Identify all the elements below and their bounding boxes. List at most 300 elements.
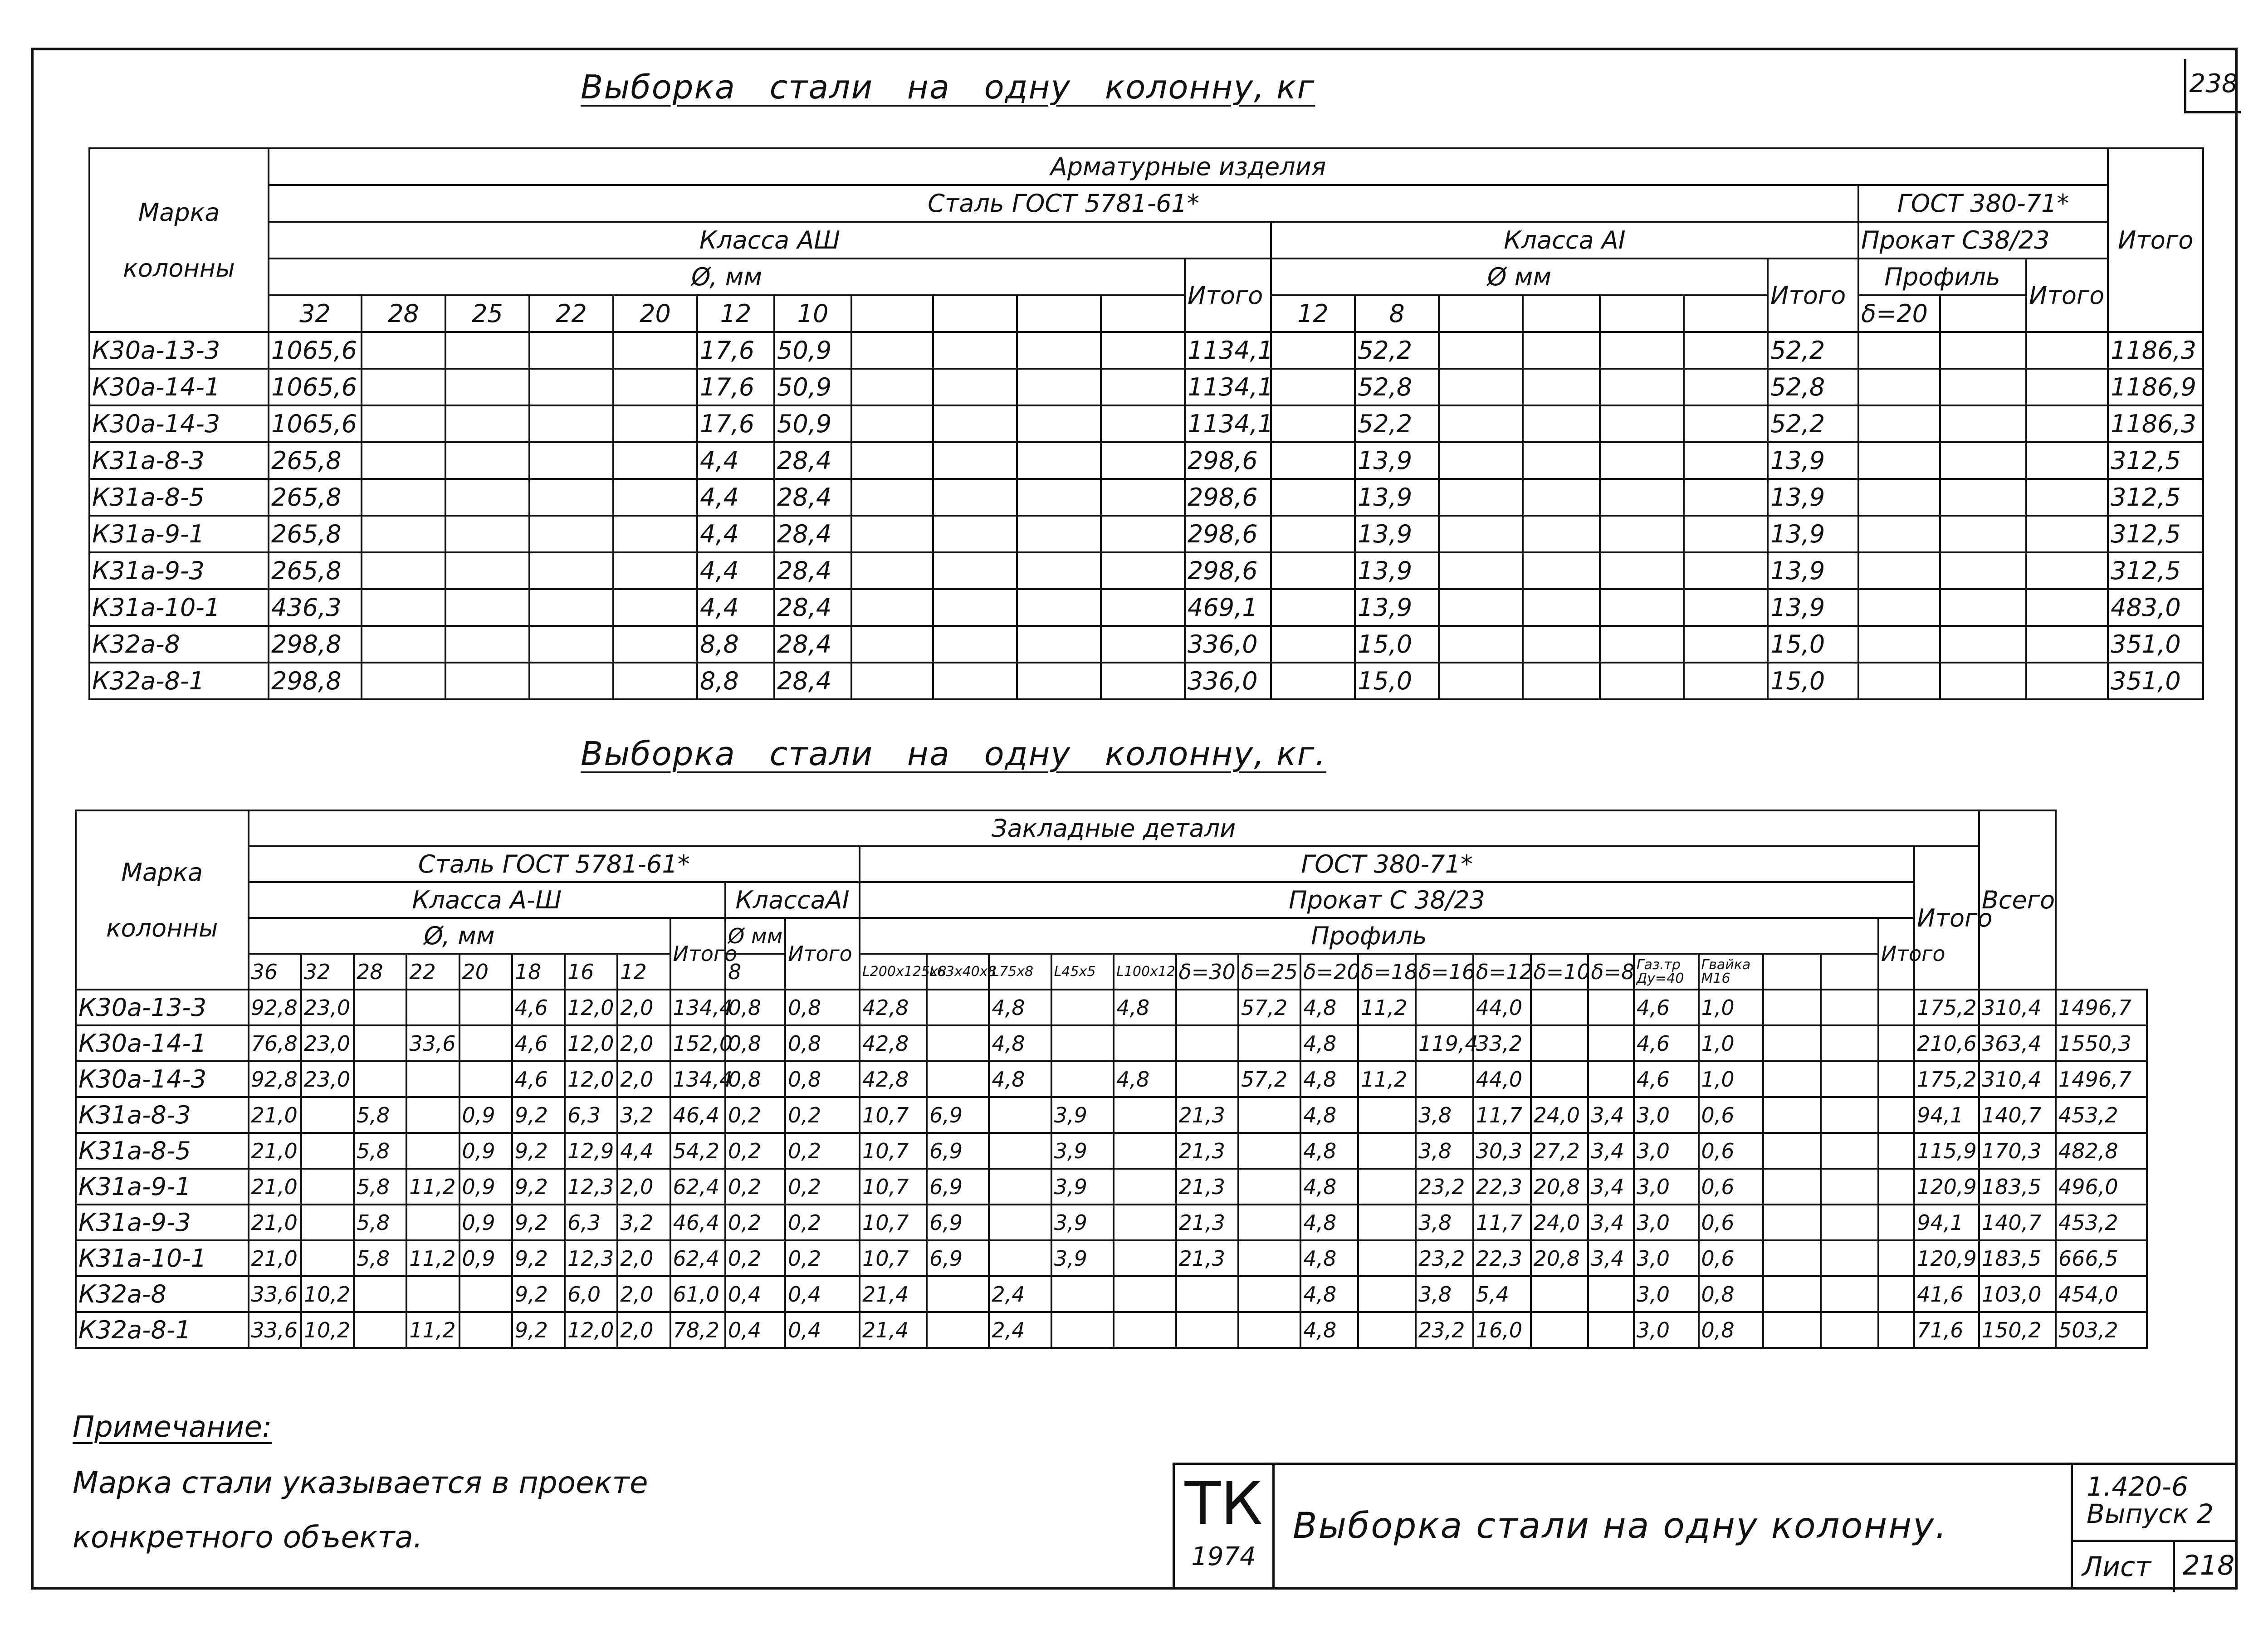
table-cell xyxy=(1114,1276,1176,1312)
table-cell: 5,8 xyxy=(354,1240,406,1276)
table-cell xyxy=(406,1205,459,1240)
table-cell: 6,3 xyxy=(565,1097,617,1133)
table-cell: 1550,3 xyxy=(2056,1025,2147,1061)
table-cell xyxy=(1439,332,1523,369)
table-cell: 298,6 xyxy=(1185,516,1271,552)
table-cell xyxy=(1238,1276,1300,1312)
table-cell: 4,6 xyxy=(512,1061,565,1097)
table-cell: 42,8 xyxy=(860,1025,927,1061)
table-cell: 24,0 xyxy=(1531,1097,1589,1133)
table-cell: 44,0 xyxy=(1473,1061,1531,1097)
table-cell: 28,4 xyxy=(774,589,851,626)
profile-header: δ=16 xyxy=(1416,954,1473,990)
table-cell: 8,8 xyxy=(697,626,774,663)
table-cell xyxy=(362,589,445,626)
table-cell: 11,7 xyxy=(1473,1097,1531,1133)
table-cell xyxy=(406,1133,459,1169)
table-row xyxy=(89,626,2203,663)
table-cell: 4,6 xyxy=(512,990,565,1025)
note-text: Марка стали указывается в проекте конкретного объекта. xyxy=(73,1465,648,1555)
table-cell: 1186,3 xyxy=(2108,405,2203,442)
table-cell xyxy=(1101,405,1185,442)
table-cell: 3,0 xyxy=(1634,1169,1699,1205)
table-cell: 12,3 xyxy=(565,1240,617,1276)
table-cell: 2,0 xyxy=(617,1061,670,1097)
table-cell xyxy=(1531,1025,1589,1061)
table-cell: 310,4 xyxy=(1979,1061,2056,1097)
table-cell xyxy=(1878,1312,1914,1348)
header-gost380: ГОСТ 380-71* xyxy=(1858,185,2108,222)
table-cell xyxy=(301,1240,354,1276)
table-cell: 0,8 xyxy=(1699,1312,1764,1348)
table-cell: 2,0 xyxy=(617,990,670,1025)
table-cell: 9,2 xyxy=(512,1169,565,1205)
table-cell xyxy=(613,516,697,552)
table-cell: 12,0 xyxy=(565,1061,617,1097)
table-cell: 0,4 xyxy=(785,1276,860,1312)
table-cell: 13,9 xyxy=(1355,479,1439,516)
profile-header: L200x125x8 xyxy=(860,954,927,990)
table-cell: 2,0 xyxy=(617,1276,670,1312)
table-cell xyxy=(1017,442,1101,479)
table-cell: 10,7 xyxy=(860,1169,927,1205)
table-cell: 1065,6 xyxy=(269,405,362,442)
column-mark-cell: К31а-9-1 xyxy=(89,516,269,552)
table-cell: 17,6 xyxy=(697,405,774,442)
table-cell: 9,2 xyxy=(512,1240,565,1276)
table-cell: 265,8 xyxy=(269,479,362,516)
header-grand-total: Всего xyxy=(1979,810,2056,990)
table-cell: 0,2 xyxy=(785,1205,860,1240)
table-cell: 1134,1 xyxy=(1185,405,1271,442)
table-cell: 44,0 xyxy=(1473,990,1531,1025)
header-steel-gost5781: Сталь ГОСТ 5781-61* xyxy=(249,846,860,882)
table-cell: 2,0 xyxy=(617,1240,670,1276)
table-cell: 41,6 xyxy=(1914,1276,1979,1312)
table-cell xyxy=(362,552,445,589)
table-row xyxy=(89,442,2203,479)
table-cell: 4,8 xyxy=(1300,1025,1358,1061)
table-cell xyxy=(445,589,529,626)
table-cell xyxy=(1531,1312,1589,1348)
header-subtotal-a3: Итого xyxy=(1185,259,1271,332)
profile-header: L100x12 xyxy=(1114,954,1176,990)
table-cell: 21,4 xyxy=(860,1276,927,1312)
table-cell xyxy=(459,1061,512,1097)
table-cell: 11,2 xyxy=(406,1169,459,1205)
table-cell: 13,9 xyxy=(1355,442,1439,479)
table-cell xyxy=(1238,1133,1300,1169)
table-cell: 8,8 xyxy=(697,663,774,699)
table-cell xyxy=(989,1205,1051,1240)
diam-header: 18 xyxy=(512,954,565,990)
table-cell xyxy=(1271,516,1355,552)
table-cell: 15,0 xyxy=(1768,626,1858,663)
table-cell: 6,3 xyxy=(565,1205,617,1240)
profile-header: Газ.тр Ду=40 xyxy=(1634,954,1699,990)
header-profile: Профиль xyxy=(860,918,1878,954)
table-cell xyxy=(1600,626,1684,663)
table-cell xyxy=(1940,332,2026,369)
table-cell xyxy=(529,479,613,516)
table-cell xyxy=(1858,552,1940,589)
table-cell xyxy=(362,405,445,442)
table-cell: 52,2 xyxy=(1355,332,1439,369)
table-cell: 78,2 xyxy=(670,1312,726,1348)
table-cell xyxy=(1051,1276,1114,1312)
column-mark-cell: К31а-8-5 xyxy=(89,479,269,516)
table-row xyxy=(76,990,2147,1025)
table-row xyxy=(89,552,2203,589)
table-cell xyxy=(1271,442,1355,479)
table-cell xyxy=(989,1097,1051,1133)
column-mark-cell: К30а-13-3 xyxy=(76,990,249,1025)
table-row xyxy=(89,516,2203,552)
tk-year: 1974 xyxy=(1191,1542,1256,1571)
table-cell xyxy=(1017,405,1101,442)
table-cell: 4,6 xyxy=(1634,1025,1699,1061)
table-cell: 5,4 xyxy=(1473,1276,1531,1312)
table-cell: 4,8 xyxy=(989,1061,1051,1097)
table-cell xyxy=(1114,1312,1176,1348)
table-cell xyxy=(1858,405,1940,442)
table-cell: 3,0 xyxy=(1634,1097,1699,1133)
table-cell: 140,7 xyxy=(1979,1205,2056,1240)
table-cell xyxy=(1176,1025,1238,1061)
column-mark-cell: К30а-14-1 xyxy=(89,369,269,405)
table-cell xyxy=(1358,1133,1416,1169)
table-cell: 3,0 xyxy=(1634,1276,1699,1312)
table-cell: 6,9 xyxy=(927,1097,989,1133)
table-cell xyxy=(1523,626,1600,663)
table-cell: 4,8 xyxy=(1114,990,1176,1025)
table-cell xyxy=(851,589,933,626)
table-cell xyxy=(1600,663,1684,699)
table-cell: 150,2 xyxy=(1979,1312,2056,1348)
table-cell xyxy=(1588,990,1633,1025)
table-cell xyxy=(1878,1169,1914,1205)
table-cell xyxy=(933,626,1017,663)
diam-header: 10 xyxy=(774,295,851,332)
table-cell xyxy=(1523,332,1600,369)
title-block-name: Выборка стали на одну колонну. xyxy=(1293,1506,1948,1546)
table-cell: 103,0 xyxy=(1979,1276,2056,1312)
table-cell xyxy=(1588,1025,1633,1061)
table-cell: 152,0 xyxy=(670,1025,726,1061)
table-cell xyxy=(1523,552,1600,589)
table-cell xyxy=(1176,1312,1238,1348)
table-cell: 0,6 xyxy=(1699,1240,1764,1276)
table-cell: 0,2 xyxy=(725,1240,785,1276)
header-reinforcement-items: Арматурные изделия xyxy=(269,148,2108,185)
table-cell: 4,8 xyxy=(1114,1061,1176,1097)
table-cell xyxy=(1114,1133,1176,1169)
table-cell: 3,9 xyxy=(1051,1097,1114,1133)
table-cell: 436,3 xyxy=(269,589,362,626)
table-cell xyxy=(1821,1240,1878,1276)
table-cell: 11,2 xyxy=(1358,1061,1416,1097)
table-cell: 28,4 xyxy=(774,516,851,552)
table-cell: 12,0 xyxy=(565,990,617,1025)
table-cell: 1496,7 xyxy=(2056,1061,2147,1097)
table-cell: 1186,3 xyxy=(2108,332,2203,369)
table-cell xyxy=(529,332,613,369)
table-cell: 170,3 xyxy=(1979,1133,2056,1169)
table-cell: 4,6 xyxy=(512,1025,565,1061)
table-cell: 21,3 xyxy=(1176,1205,1238,1240)
table-cell: 312,5 xyxy=(2108,442,2203,479)
table-cell xyxy=(927,990,989,1025)
table-cell: 4,4 xyxy=(697,479,774,516)
table-cell: 3,9 xyxy=(1051,1133,1114,1169)
table-cell xyxy=(1101,663,1185,699)
table-cell xyxy=(1017,369,1101,405)
table-cell xyxy=(1531,1276,1589,1312)
table-cell: 50,9 xyxy=(774,332,851,369)
table-cell xyxy=(1101,442,1185,479)
table-cell xyxy=(613,626,697,663)
table-cell: 92,8 xyxy=(249,990,301,1025)
table-cell: 4,4 xyxy=(697,442,774,479)
diam-header: 8 xyxy=(1355,295,1439,332)
table-cell xyxy=(406,1097,459,1133)
table-cell xyxy=(1821,1276,1878,1312)
table-cell xyxy=(406,990,459,1025)
table-cell: 4,8 xyxy=(1300,1276,1358,1312)
table-cell xyxy=(1523,479,1600,516)
profile-header: Гвайка М16 xyxy=(1699,954,1764,990)
table-cell: 92,8 xyxy=(249,1061,301,1097)
table-cell: 2,4 xyxy=(989,1312,1051,1348)
table-cell xyxy=(1821,990,1878,1025)
table-cell xyxy=(1684,442,1768,479)
diam-header: 12 xyxy=(697,295,774,332)
table-cell: 0,6 xyxy=(1699,1169,1764,1205)
table-cell xyxy=(1684,516,1768,552)
table-cell xyxy=(2026,663,2108,699)
table-cell xyxy=(1017,626,1101,663)
table-cell xyxy=(1940,663,2026,699)
tk-logo xyxy=(1175,1465,1275,1590)
table-cell: 336,0 xyxy=(1185,626,1271,663)
table-cell xyxy=(1600,369,1684,405)
table-cell xyxy=(1238,1240,1300,1276)
table-cell: 3,0 xyxy=(1634,1240,1699,1276)
table-cell xyxy=(1531,1061,1589,1097)
table-cell: 52,8 xyxy=(1768,369,1858,405)
table-cell: 0,2 xyxy=(725,1169,785,1205)
header-subtotal-rolled: Итого xyxy=(2026,259,2108,332)
table-cell: 4,8 xyxy=(1300,1169,1358,1205)
table-cell: 21,3 xyxy=(1176,1169,1238,1205)
table-cell: 4,4 xyxy=(617,1133,670,1169)
table-cell: 120,9 xyxy=(1914,1169,1979,1205)
table-cell: 0,2 xyxy=(785,1133,860,1169)
table-cell xyxy=(1017,332,1101,369)
table-cell xyxy=(1600,516,1684,552)
table-cell xyxy=(1858,589,1940,626)
table-cell xyxy=(1523,405,1600,442)
table-cell: 1134,1 xyxy=(1185,369,1271,405)
column-mark-cell: К32а-8-1 xyxy=(76,1312,249,1348)
reinforcement-table xyxy=(88,147,2204,700)
table-row xyxy=(76,1025,2147,1061)
table-cell: 23,2 xyxy=(1416,1169,1473,1205)
column-mark-cell: К32а-8 xyxy=(89,626,269,663)
table-cell xyxy=(1358,1240,1416,1276)
column-mark-cell: К31а-8-5 xyxy=(76,1133,249,1169)
table-cell: 0,2 xyxy=(785,1169,860,1205)
table-cell: 0,9 xyxy=(459,1240,512,1276)
table-cell: 0,4 xyxy=(725,1276,785,1312)
table-cell: 0,4 xyxy=(725,1312,785,1348)
table-cell xyxy=(362,479,445,516)
table-cell xyxy=(2026,405,2108,442)
table-cell xyxy=(1600,479,1684,516)
table-cell xyxy=(1940,626,2026,663)
table-cell xyxy=(445,369,529,405)
table-cell: 496,0 xyxy=(2056,1169,2147,1205)
table-cell: 13,9 xyxy=(1355,516,1439,552)
table-cell: 351,0 xyxy=(2108,663,2203,699)
table-cell: 33,6 xyxy=(249,1312,301,1348)
table-cell: 46,4 xyxy=(670,1097,726,1133)
header-rolled-c38: Прокат С 38/23 xyxy=(860,882,1914,918)
table-cell xyxy=(1176,1276,1238,1312)
table-cell: 22,3 xyxy=(1473,1169,1531,1205)
table-cell: 312,5 xyxy=(2108,479,2203,516)
header-diameter-a3: Ø, мм xyxy=(269,259,1185,295)
table-cell xyxy=(1358,1097,1416,1133)
table-cell: 33,6 xyxy=(249,1276,301,1312)
table-cell xyxy=(1763,1061,1821,1097)
table-cell xyxy=(1439,516,1523,552)
table-cell xyxy=(851,663,933,699)
table-cell: 94,1 xyxy=(1914,1205,1979,1240)
table-cell xyxy=(1114,1240,1176,1276)
table-cell xyxy=(1821,1205,1878,1240)
table-cell xyxy=(362,332,445,369)
table-row xyxy=(76,1097,2147,1133)
table-cell xyxy=(1763,1276,1821,1312)
column-mark-cell: К31а-8-3 xyxy=(89,442,269,479)
profile-header: δ=25 xyxy=(1238,954,1300,990)
table-cell: 134,4 xyxy=(670,1061,726,1097)
table-cell: 24,0 xyxy=(1531,1205,1589,1240)
table-cell xyxy=(1114,1205,1176,1240)
table-cell: 0,2 xyxy=(725,1097,785,1133)
table-cell: 115,9 xyxy=(1914,1133,1979,1169)
table-cell: 0,8 xyxy=(785,990,860,1025)
table-cell: 120,9 xyxy=(1914,1240,1979,1276)
table-cell: 33,2 xyxy=(1473,1025,1531,1061)
table-cell xyxy=(529,405,613,442)
diam-header: 22 xyxy=(406,954,459,990)
table-cell xyxy=(1114,1169,1176,1205)
table-cell: 42,8 xyxy=(860,1061,927,1097)
column-mark-cell: К30а-14-1 xyxy=(76,1025,249,1061)
table-cell xyxy=(1684,479,1768,516)
table-cell: 6,9 xyxy=(927,1240,989,1276)
table-cell xyxy=(459,1312,512,1348)
table-cell: 52,2 xyxy=(1768,332,1858,369)
table-cell: 1,0 xyxy=(1699,1061,1764,1097)
title-reinforcement: Выборка стали на одну колонну, кг xyxy=(581,68,1315,106)
table-cell: 0,8 xyxy=(785,1061,860,1097)
table-cell xyxy=(529,663,613,699)
table-cell xyxy=(1271,332,1355,369)
table-cell: 5,8 xyxy=(354,1169,406,1205)
table-cell: 183,5 xyxy=(1979,1169,2056,1205)
table-cell xyxy=(2026,552,2108,589)
table-cell xyxy=(613,663,697,699)
table-cell: 5,8 xyxy=(354,1133,406,1169)
table-cell: 298,8 xyxy=(269,663,362,699)
table-cell xyxy=(1017,516,1101,552)
table-cell xyxy=(1763,1025,1821,1061)
table-cell xyxy=(927,1276,989,1312)
table-cell: 21,3 xyxy=(1176,1240,1238,1276)
table-cell xyxy=(1238,1025,1300,1061)
table-cell xyxy=(613,589,697,626)
column-mark-cell: К31а-9-1 xyxy=(76,1169,249,1205)
table-cell xyxy=(301,1169,354,1205)
table-cell xyxy=(933,405,1017,442)
table-cell: 265,8 xyxy=(269,516,362,552)
table-cell xyxy=(1600,332,1684,369)
table-cell: 11,2 xyxy=(406,1312,459,1348)
table-cell xyxy=(1358,1276,1416,1312)
table-cell xyxy=(1588,1312,1633,1348)
table-row xyxy=(89,405,2203,442)
table-cell xyxy=(301,1097,354,1133)
table-cell xyxy=(2026,369,2108,405)
table-cell: 13,9 xyxy=(1355,589,1439,626)
header-subtotal-a1: Итого xyxy=(785,918,860,990)
table-cell: 10,7 xyxy=(860,1097,927,1133)
table-cell: 4,8 xyxy=(1300,1061,1358,1097)
table-cell xyxy=(1684,405,1768,442)
table-row xyxy=(76,1133,2147,1169)
table-cell xyxy=(362,442,445,479)
table-cell: 13,9 xyxy=(1768,442,1858,479)
diam-header: 12 xyxy=(617,954,670,990)
table-cell xyxy=(2026,626,2108,663)
table-cell: 22,3 xyxy=(1473,1240,1531,1276)
table-cell: 9,2 xyxy=(512,1276,565,1312)
table-cell xyxy=(1101,479,1185,516)
table-cell xyxy=(1684,589,1768,626)
table-cell: 336,0 xyxy=(1185,663,1271,699)
table-cell xyxy=(1114,1097,1176,1133)
table-cell: 503,2 xyxy=(2056,1312,2147,1348)
table-cell: 21,0 xyxy=(249,1205,301,1240)
table-cell: 13,9 xyxy=(1768,516,1858,552)
table-cell: 3,9 xyxy=(1051,1240,1114,1276)
table-cell: 0,6 xyxy=(1699,1133,1764,1169)
table-cell: 11,2 xyxy=(1358,990,1416,1025)
table-cell xyxy=(1878,1025,1914,1061)
table-cell xyxy=(1114,1025,1176,1061)
table-row xyxy=(89,663,2203,699)
table-cell: 0,4 xyxy=(785,1312,860,1348)
table-cell: 4,6 xyxy=(1634,990,1699,1025)
table-cell xyxy=(1176,1061,1238,1097)
table-cell: 3,4 xyxy=(1588,1133,1633,1169)
table-cell xyxy=(1878,1205,1914,1240)
table-cell xyxy=(362,626,445,663)
table-cell xyxy=(927,1025,989,1061)
